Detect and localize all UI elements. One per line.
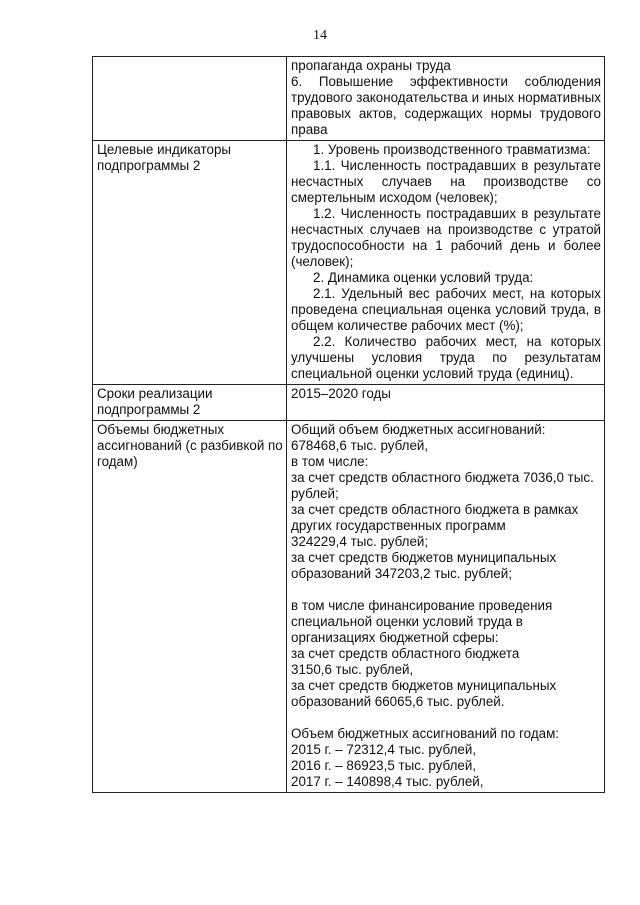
budget-year-2016: 2016 г. – 86923,5 тыс. рублей,: [291, 758, 477, 773]
objective-6: 6. Повышение эффективности соблюдения трудового законодательства и иных нормативных правовых актов, содержащих нормы трудового права: [291, 74, 601, 137]
budget-regional: за счет средств областного бюджета 7036,0 тыс. рублей;: [291, 470, 594, 501]
budget-year-2017: 2017 г. – 140898,4 тыс. рублей,: [291, 774, 484, 789]
period-label: Сроки реализации подпрограммы 2: [93, 385, 287, 421]
table-row-indicators: [93, 141, 605, 385]
table-row-objectives: [93, 57, 605, 141]
budget-regional-other-label: за счет средств областного бюджета в рамках других государственных программ: [291, 502, 579, 533]
indicator-1: 1. Уровень производственного травматизма:: [313, 142, 591, 157]
budget-spacer: [291, 582, 601, 598]
table-row-period: [93, 385, 605, 421]
indicators-label: Целевые индикаторы подпрограммы 2: [93, 141, 287, 385]
budget-by-year-label: Объем бюджетных ассигнований по годам:: [291, 726, 560, 741]
budget-spacer: [291, 710, 601, 726]
table-row-budget: [93, 421, 605, 793]
period-value: 2015–2020 годы: [287, 385, 605, 421]
budget-sout-intro: в том числе финансирование проведения специальной оценки условий труда в организациях бюджетной сферы:: [291, 598, 553, 645]
subprogram-passport-table: [92, 56, 605, 793]
indicator-1-1: 1.1. Численность пострадавших в результате несчастных случаев на производстве со смертельным исходом (человек);: [291, 158, 601, 205]
indicator-2-1: 2.1. Удельный вес рабочих мест, на которых проведена специальная оценка условий труда, в общем количестве рабочих мест (%);: [291, 286, 601, 333]
indicator-2-2: 2.2. Количество рабочих мест, на которых улучшены условия труда по результатам специальной оценки условий труда (единиц).: [291, 334, 601, 381]
budget-including: в том числе:: [291, 454, 369, 469]
page-number: 14: [313, 28, 327, 43]
objective-5-tail: пропаганда охраны труда: [291, 58, 451, 73]
indicator-1-2: 1.2. Численность пострадавших в результате несчастных случаев на производстве с утратой трудоспособности на 1 рабочий день и более (человек);: [291, 206, 601, 269]
budget-label: Объемы бюджетных ассигнований (с разбивкой по годам): [93, 421, 287, 793]
budget-sout-regional-label: за счет средств областного бюджета: [291, 646, 520, 661]
budget-regional-other-value: 324229,4 тыс. рублей;: [291, 534, 429, 549]
budget-total-label: Общий объем бюджетных ассигнований:: [291, 422, 546, 437]
budget-sout-municipal: за счет средств бюджетов муниципальных образований 66065,6 тыс. рублей.: [291, 678, 557, 709]
objectives-cell: [287, 57, 605, 141]
indicators-cell: [287, 141, 605, 385]
budget-year-2015: 2015 г. – 72312,4 тыс. рублей,: [291, 742, 477, 757]
budget-sout-regional-value: 3150,6 тыс. рублей,: [291, 662, 414, 677]
budget-cell: [287, 421, 605, 793]
label-cell-empty: [93, 57, 287, 141]
budget-total-value: 678468,6 тыс. рублей,: [291, 438, 429, 453]
indicator-2: 2. Динамика оценки условий труда:: [313, 270, 534, 285]
budget-municipal: за счет средств бюджетов муниципальных образований 347203,2 тыс. рублей;: [291, 550, 557, 581]
